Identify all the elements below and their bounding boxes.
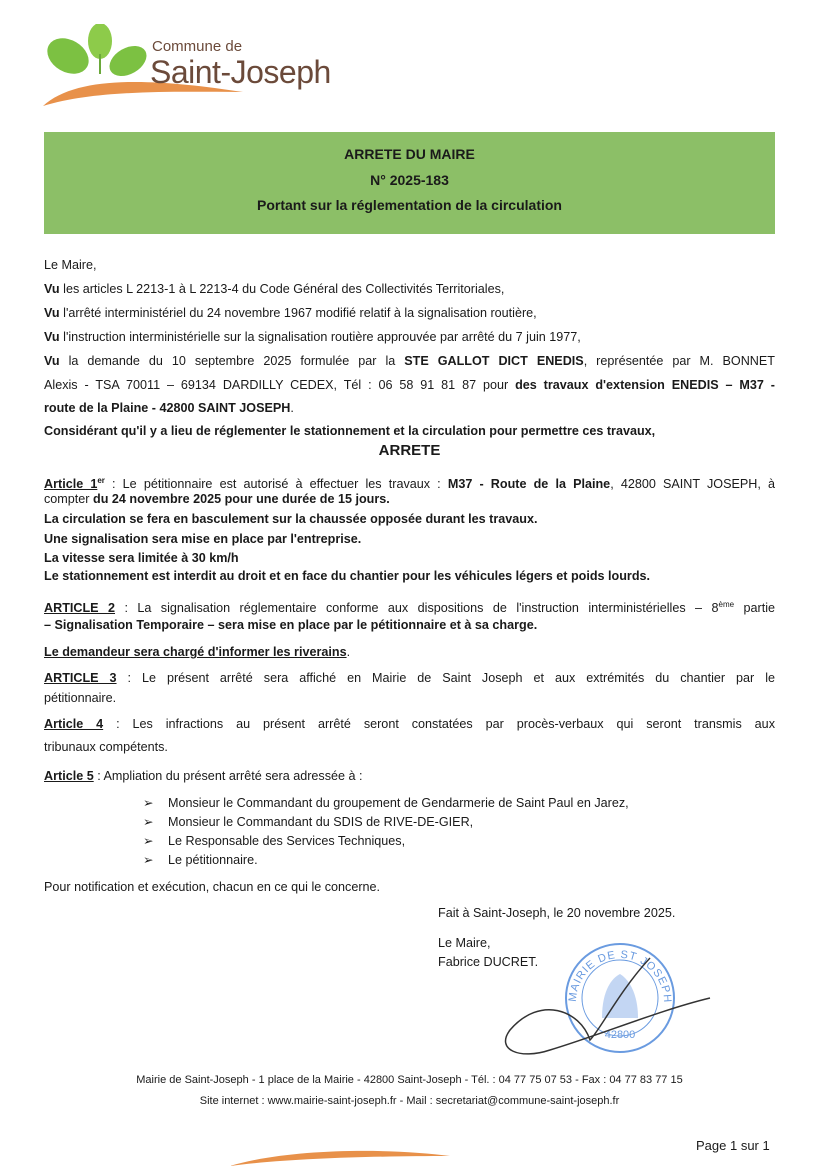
article5-line1: Article 5 : Ampliation du présent arrêté sera adressée à : — [44, 769, 363, 783]
decree-title: ARRETE DU MAIRE — [344, 146, 475, 162]
vu-line-3: Vu l'instruction interministérielle sur la signalisation routière approuvée par arrêté du 7 juin 1977, — [44, 330, 581, 344]
closing: Pour notification et exécution, chacun en ce qui le concerne. — [44, 880, 381, 894]
recipient-item: ➢ Le Responsable des Services Techniques, — [143, 834, 406, 848]
recipient-item: ➢ Monsieur le Commandant du SDIS de RIVE-DE-GIER, — [143, 815, 474, 829]
decree-number: N° 2025-183 — [370, 172, 449, 188]
vu-line-4: Vu la demande du 10 septembre 2025 formulée par la STE GALLOT DICT ENEDIS, représentée par M. BONNET — [44, 354, 775, 368]
article1-line5: La vitesse sera limitée à 30 km/h — [44, 551, 239, 565]
article3-line1: ARTICLE 3 : Le présent arrêté sera affiché en Mairie de Saint Joseph et aux extrémités du chantier par le — [44, 671, 775, 685]
opening: Le Maire, — [44, 258, 97, 272]
footer-swoosh-icon — [230, 1148, 450, 1169]
decree-subject: Portant sur la réglementation de la circulation — [257, 197, 562, 213]
article4-line2: tribunaux compétents. — [44, 740, 168, 754]
article1-line1: Article 1er : Le pétitionnaire est autorisé à effectuer les travaux : M37 - Route de la Plaine, 42800 SAINT JOSEPH, à — [44, 476, 776, 492]
footer-contact: Site internet : www.mairie-saint-joseph.fr - Mail : secretariat@commune-saint-joseph.fr — [199, 1095, 620, 1107]
footer-address: Mairie de Saint-Joseph - 1 place de la Mairie - 42800 Saint-Joseph - Tél. : 04 77 75 07 53 - Fax : 04 77 83 77 15 — [136, 1074, 683, 1086]
article2-line1: ARTICLE 2 : La signalisation réglementaire conforme aux dispositions de l'instruction interministérielles – 8ème partie — [44, 600, 775, 616]
logo-line1: Commune de — [152, 38, 243, 55]
title-band — [44, 132, 775, 234]
svg-text:MAIRIE DE ST JOSEPH: MAIRIE DE ST JOSEPH — [566, 948, 674, 1004]
recipient-item: ➢ Monsieur le Commandant du groupement de Gendarmerie de Saint Paul en Jarez, — [143, 796, 629, 810]
article1-line4: Une signalisation sera mise en place par l'entreprise. — [44, 532, 362, 546]
logo-line2: Saint-Joseph — [150, 54, 331, 90]
commune-logo — [38, 24, 338, 114]
article4-line1: Article 4 : Les infractions au présent arrêté seront constatées par procès-verbaux qui seront transmis aux — [44, 717, 775, 731]
vu-line-1: Vu les articles L 2213-1 à L 2213-4 du Code Général des Collectivités Territoriales, — [44, 282, 505, 296]
arrow-bullet-icon: ➢ — [143, 853, 154, 867]
vu-line-4b: Alexis - TSA 70011 – 69134 DARDILLY CEDEX, Tél : 06 58 91 81 87 pour des travaux d'extension ENEDIS – M37 - — [44, 378, 775, 392]
handwritten-signature-icon — [490, 950, 720, 1070]
article3-line2: pétitionnaire. — [44, 691, 117, 705]
article2-line2: – Signalisation Temporaire – sera mise en place par le pétitionnaire et à sa charge. — [44, 618, 538, 632]
place-date: Fait à Saint-Joseph, le 20 novembre 2025. — [438, 906, 676, 920]
considerant: Considérant qu'il y a lieu de réglementer le stationnement et la circulation pour permettre ces travaux, — [44, 424, 656, 438]
arrow-bullet-icon: ➢ — [143, 834, 154, 848]
arrete-heading: ARRETE — [378, 442, 441, 459]
signer-name: Fabrice DUCRET. — [438, 955, 539, 969]
page-number: Page 1 sur 1 — [696, 1138, 770, 1153]
article1-line3: La circulation se fera en basculement sur la chaussée opposée durant les travaux. — [44, 512, 538, 526]
arrow-bullet-icon: ➢ — [143, 815, 154, 829]
vu-line-2: Vu l'arrêté interministériel du 24 novembre 1967 modifié relatif à la signalisation routière, — [44, 306, 537, 320]
vu-line-4c: route de la Plaine - 42800 SAINT JOSEPH. — [44, 401, 294, 415]
recipient-item: ➢ Le pétitionnaire. — [143, 853, 258, 867]
arrow-bullet-icon: ➢ — [143, 796, 154, 810]
demandeur-notice: Le demandeur sera chargé d'informer les riverains. — [44, 645, 351, 659]
signer-role: Le Maire, — [438, 936, 491, 950]
svg-text:42800: 42800 — [604, 1029, 636, 1041]
article1-line6: Le stationnement est interdit au droit et en face du chantier pour les véhicules légers et poids lourds. — [44, 569, 651, 583]
article1-line2: compter du 24 novembre 2025 pour une durée de 15 jours. — [44, 492, 390, 506]
